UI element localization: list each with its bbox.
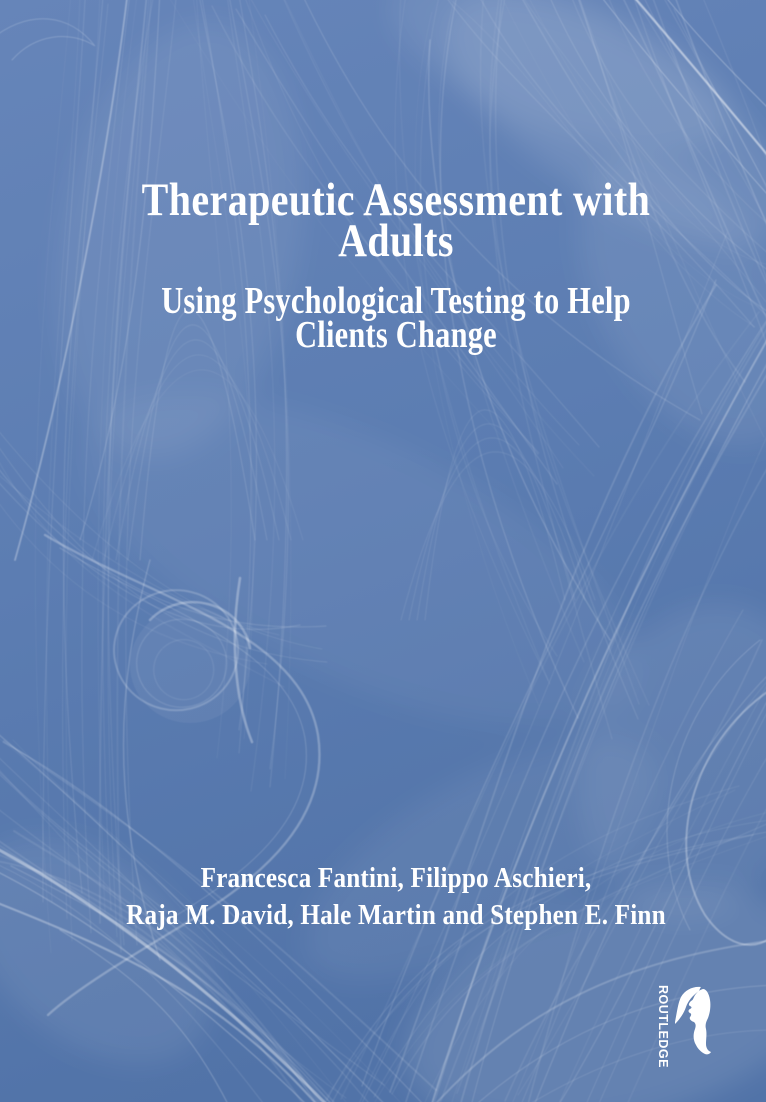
subtitle-line-2: Clients Change bbox=[295, 314, 497, 356]
routledge-r-head-icon bbox=[673, 986, 713, 1056]
routledge-wordmark: ROUTLEDGE bbox=[656, 985, 670, 1068]
authors-line-1: Francesca Fantini, Filippo Aschieri, bbox=[200, 863, 592, 894]
routledge-logo bbox=[652, 982, 718, 1068]
title-line-1: Therapeutic Assessment with bbox=[141, 174, 651, 226]
subtitle-line-1: Using Psychological Testing to Help bbox=[161, 280, 631, 322]
book-subtitle bbox=[100, 280, 692, 356]
authors-line-2: Raja M. David, Hale Martin and Stephen E. Finn bbox=[126, 900, 666, 931]
book-title bbox=[82, 174, 711, 267]
book-authors bbox=[63, 860, 729, 934]
title-line-2: Adults bbox=[338, 215, 454, 267]
